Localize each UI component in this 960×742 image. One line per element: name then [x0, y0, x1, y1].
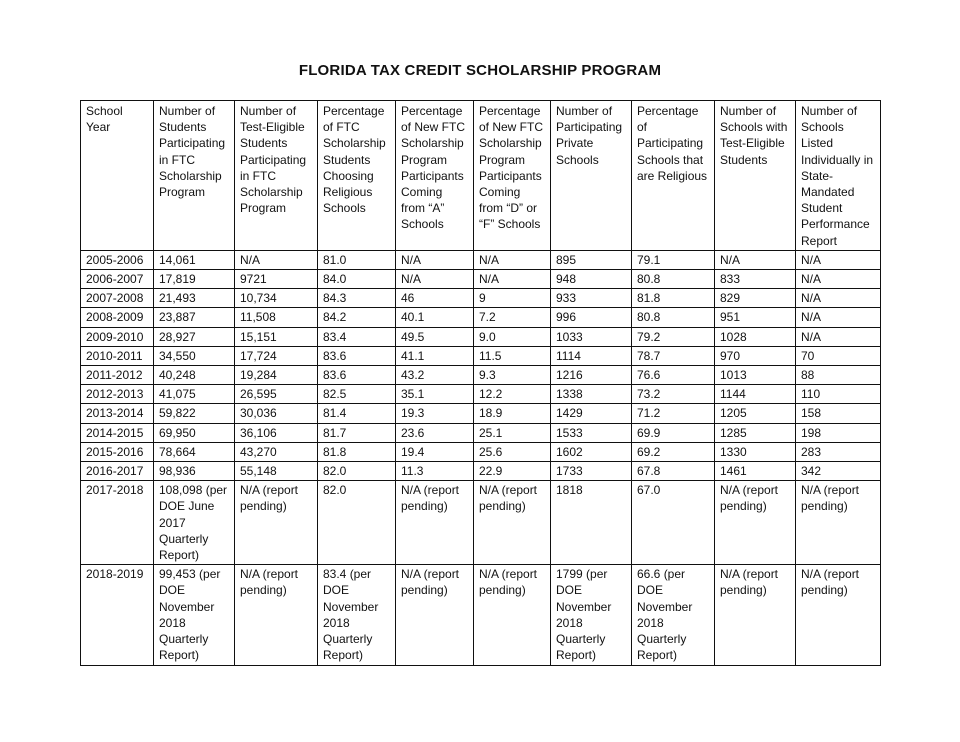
cell-students-participating: 99,453 (per DOE November 2018 Quarterly Report): [154, 565, 235, 665]
header-row: [81, 101, 881, 251]
cell-private-schools: 895: [551, 250, 632, 269]
cell-pct-from-d-f-schools: 25.1: [474, 423, 551, 442]
cell-pct-from-d-f-schools: 9.3: [474, 366, 551, 385]
header-test-eligible-students: Number of Test-Eligible Students Participating in FTC Scholarship Program: [235, 101, 318, 251]
cell-pct-religious-schools: 79.2: [632, 327, 715, 346]
cell-pct-from-d-f-schools: 9: [474, 289, 551, 308]
cell-students-participating: 108,098 (per DOE June 2017 Quarterly Report): [154, 481, 235, 565]
cell-schools-listed: 283: [796, 442, 881, 461]
cell-school-year: 2018-2019: [81, 565, 154, 665]
cell-test-eligible-students: 26,595: [235, 385, 318, 404]
cell-pct-religious-choice: 84.0: [318, 270, 396, 289]
cell-students-participating: 40,248: [154, 366, 235, 385]
cell-pct-religious-schools: 80.8: [632, 308, 715, 327]
cell-schools-test-eligible: 1013: [715, 366, 796, 385]
cell-pct-religious-schools: 76.6: [632, 366, 715, 385]
cell-schools-listed: N/A (report pending): [796, 481, 881, 565]
cell-pct-from-a-schools: N/A: [396, 270, 474, 289]
cell-school-year: 2012-2013: [81, 385, 154, 404]
cell-pct-religious-schools: 69.9: [632, 423, 715, 442]
cell-pct-from-d-f-schools: N/A (report pending): [474, 481, 551, 565]
cell-private-schools: 1216: [551, 366, 632, 385]
table-row: [81, 250, 881, 269]
cell-pct-from-a-schools: 23.6: [396, 423, 474, 442]
cell-pct-religious-schools: 71.2: [632, 404, 715, 423]
cell-schools-listed: 88: [796, 366, 881, 385]
cell-school-year: 2005-2006: [81, 250, 154, 269]
cell-school-year: 2016-2017: [81, 462, 154, 481]
cell-test-eligible-students: N/A (report pending): [235, 481, 318, 565]
cell-students-participating: 69,950: [154, 423, 235, 442]
cell-school-year: 2010-2011: [81, 346, 154, 365]
cell-students-participating: 78,664: [154, 442, 235, 461]
cell-schools-test-eligible: 970: [715, 346, 796, 365]
scholarship-table: [80, 100, 881, 666]
cell-pct-religious-schools: 66.6 (per DOE November 2018 Quarterly Report): [632, 565, 715, 665]
cell-students-participating: 21,493: [154, 289, 235, 308]
document-title: FLORIDA TAX CREDIT SCHOLARSHIP PROGRAM: [298, 62, 662, 79]
cell-schools-listed: 342: [796, 462, 881, 481]
cell-pct-from-a-schools: 19.3: [396, 404, 474, 423]
cell-pct-religious-choice: 84.3: [318, 289, 396, 308]
cell-schools-test-eligible: 951: [715, 308, 796, 327]
header-pct-religious-choice: Percentage of FTC Scholarship Students Choosing Religious Schools: [318, 101, 396, 251]
cell-schools-listed: N/A: [796, 289, 881, 308]
cell-students-participating: 28,927: [154, 327, 235, 346]
cell-pct-from-d-f-schools: 12.2: [474, 385, 551, 404]
cell-school-year: 2007-2008: [81, 289, 154, 308]
cell-pct-from-a-schools: N/A (report pending): [396, 565, 474, 665]
table-row: [81, 462, 881, 481]
cell-private-schools: 933: [551, 289, 632, 308]
cell-pct-religious-choice: 83.6: [318, 346, 396, 365]
header-pct-religious-schools: Percentage of Participating Schools that are Religious: [632, 101, 715, 251]
table-row: [81, 308, 881, 327]
cell-schools-test-eligible: N/A (report pending): [715, 481, 796, 565]
cell-pct-from-d-f-schools: 9.0: [474, 327, 551, 346]
cell-schools-listed: N/A (report pending): [796, 565, 881, 665]
cell-schools-listed: N/A: [796, 308, 881, 327]
cell-students-participating: 17,819: [154, 270, 235, 289]
cell-school-year: 2014-2015: [81, 423, 154, 442]
table-row: [81, 270, 881, 289]
cell-schools-test-eligible: 1330: [715, 442, 796, 461]
cell-pct-from-d-f-schools: 25.6: [474, 442, 551, 461]
cell-test-eligible-students: 15,151: [235, 327, 318, 346]
cell-schools-test-eligible: 1285: [715, 423, 796, 442]
cell-school-year: 2009-2010: [81, 327, 154, 346]
cell-schools-listed: N/A: [796, 270, 881, 289]
cell-private-schools: 1338: [551, 385, 632, 404]
table-body: [81, 250, 881, 665]
cell-school-year: 2015-2016: [81, 442, 154, 461]
cell-students-participating: 98,936: [154, 462, 235, 481]
cell-test-eligible-students: 9721: [235, 270, 318, 289]
cell-test-eligible-students: 10,734: [235, 289, 318, 308]
cell-pct-from-a-schools: 43.2: [396, 366, 474, 385]
header-students-participating: Number of Students Participating in FTC Scholarship Program: [154, 101, 235, 251]
cell-school-year: 2017-2018: [81, 481, 154, 565]
cell-pct-from-a-schools: 46: [396, 289, 474, 308]
header-pct-from-a-schools: Percentage of New FTC Scholarship Program Participants Coming from “A” Schools: [396, 101, 474, 251]
cell-pct-from-a-schools: 35.1: [396, 385, 474, 404]
cell-schools-test-eligible: 1461: [715, 462, 796, 481]
cell-schools-listed: 198: [796, 423, 881, 442]
cell-pct-from-a-schools: 19.4: [396, 442, 474, 461]
table-row: [81, 327, 881, 346]
cell-test-eligible-students: 36,106: [235, 423, 318, 442]
cell-pct-religious-schools: 79.1: [632, 250, 715, 269]
cell-pct-from-a-schools: 49.5: [396, 327, 474, 346]
header-school-year: School Year: [81, 101, 154, 251]
cell-schools-listed: 110: [796, 385, 881, 404]
cell-pct-religious-choice: 84.2: [318, 308, 396, 327]
cell-pct-from-d-f-schools: 7.2: [474, 308, 551, 327]
cell-school-year: 2013-2014: [81, 404, 154, 423]
cell-private-schools: 1533: [551, 423, 632, 442]
cell-pct-religious-choice: 83.4 (per DOE November 2018 Quarterly Report): [318, 565, 396, 665]
cell-test-eligible-students: 19,284: [235, 366, 318, 385]
cell-test-eligible-students: 30,036: [235, 404, 318, 423]
cell-students-participating: 34,550: [154, 346, 235, 365]
table-row: [81, 366, 881, 385]
cell-test-eligible-students: 55,148: [235, 462, 318, 481]
cell-private-schools: 1818: [551, 481, 632, 565]
header-private-schools: Number of Participating Private Schools: [551, 101, 632, 251]
cell-test-eligible-students: N/A (report pending): [235, 565, 318, 665]
cell-schools-test-eligible: 829: [715, 289, 796, 308]
cell-students-participating: 14,061: [154, 250, 235, 269]
cell-test-eligible-students: 43,270: [235, 442, 318, 461]
cell-pct-religious-schools: 67.8: [632, 462, 715, 481]
cell-schools-test-eligible: N/A (report pending): [715, 565, 796, 665]
cell-private-schools: 1799 (per DOE November 2018 Quarterly Report): [551, 565, 632, 665]
table-row: [81, 385, 881, 404]
cell-pct-religious-choice: 82.5: [318, 385, 396, 404]
cell-pct-religious-choice: 83.6: [318, 366, 396, 385]
cell-schools-test-eligible: 1028: [715, 327, 796, 346]
table-row: [81, 481, 881, 565]
cell-school-year: 2008-2009: [81, 308, 154, 327]
header-schools-test-eligible: Number of Schools with Test-Eligible Students: [715, 101, 796, 251]
cell-pct-from-a-schools: N/A (report pending): [396, 481, 474, 565]
cell-school-year: 2006-2007: [81, 270, 154, 289]
cell-pct-from-d-f-schools: 11.5: [474, 346, 551, 365]
cell-private-schools: 1429: [551, 404, 632, 423]
table-row: [81, 423, 881, 442]
cell-pct-religious-schools: 73.2: [632, 385, 715, 404]
table-row: [81, 404, 881, 423]
cell-private-schools: 1114: [551, 346, 632, 365]
cell-pct-from-d-f-schools: N/A (report pending): [474, 565, 551, 665]
cell-pct-religious-choice: 81.7: [318, 423, 396, 442]
table-row: [81, 289, 881, 308]
cell-pct-religious-choice: 82.0: [318, 462, 396, 481]
cell-pct-religious-choice: 81.4: [318, 404, 396, 423]
cell-pct-from-d-f-schools: N/A: [474, 270, 551, 289]
table-row: [81, 442, 881, 461]
cell-school-year: 2011-2012: [81, 366, 154, 385]
cell-test-eligible-students: 17,724: [235, 346, 318, 365]
cell-pct-religious-choice: 82.0: [318, 481, 396, 565]
cell-pct-from-d-f-schools: 22.9: [474, 462, 551, 481]
cell-pct-from-a-schools: 11.3: [396, 462, 474, 481]
cell-schools-test-eligible: 833: [715, 270, 796, 289]
cell-pct-religious-choice: 83.4: [318, 327, 396, 346]
cell-private-schools: 1602: [551, 442, 632, 461]
cell-private-schools: 996: [551, 308, 632, 327]
cell-private-schools: 1733: [551, 462, 632, 481]
cell-students-participating: 23,887: [154, 308, 235, 327]
cell-schools-test-eligible: 1205: [715, 404, 796, 423]
cell-pct-religious-schools: 67.0: [632, 481, 715, 565]
header-pct-from-d-f-schools: Percentage of New FTC Scholarship Program Participants Coming from “D” or “F” Schools: [474, 101, 551, 251]
cell-schools-listed: N/A: [796, 250, 881, 269]
cell-pct-religious-schools: 80.8: [632, 270, 715, 289]
cell-pct-religious-choice: 81.8: [318, 442, 396, 461]
cell-students-participating: 59,822: [154, 404, 235, 423]
cell-schools-test-eligible: N/A: [715, 250, 796, 269]
cell-pct-from-a-schools: N/A: [396, 250, 474, 269]
cell-schools-listed: N/A: [796, 327, 881, 346]
cell-schools-test-eligible: 1144: [715, 385, 796, 404]
cell-pct-from-a-schools: 40.1: [396, 308, 474, 327]
cell-pct-religious-schools: 69.2: [632, 442, 715, 461]
cell-pct-from-d-f-schools: 18.9: [474, 404, 551, 423]
cell-schools-listed: 158: [796, 404, 881, 423]
cell-pct-religious-choice: 81.0: [318, 250, 396, 269]
table-row: [81, 565, 881, 665]
cell-pct-from-a-schools: 41.1: [396, 346, 474, 365]
cell-private-schools: 1033: [551, 327, 632, 346]
cell-schools-listed: 70: [796, 346, 881, 365]
cell-pct-from-d-f-schools: N/A: [474, 250, 551, 269]
cell-test-eligible-students: 11,508: [235, 308, 318, 327]
cell-pct-religious-schools: 81.8: [632, 289, 715, 308]
cell-test-eligible-students: N/A: [235, 250, 318, 269]
cell-students-participating: 41,075: [154, 385, 235, 404]
table-row: [81, 346, 881, 365]
cell-private-schools: 948: [551, 270, 632, 289]
cell-pct-religious-schools: 78.7: [632, 346, 715, 365]
header-schools-listed: Number of Schools Listed Individually in State-Mandated Student Performance Report: [796, 101, 881, 251]
